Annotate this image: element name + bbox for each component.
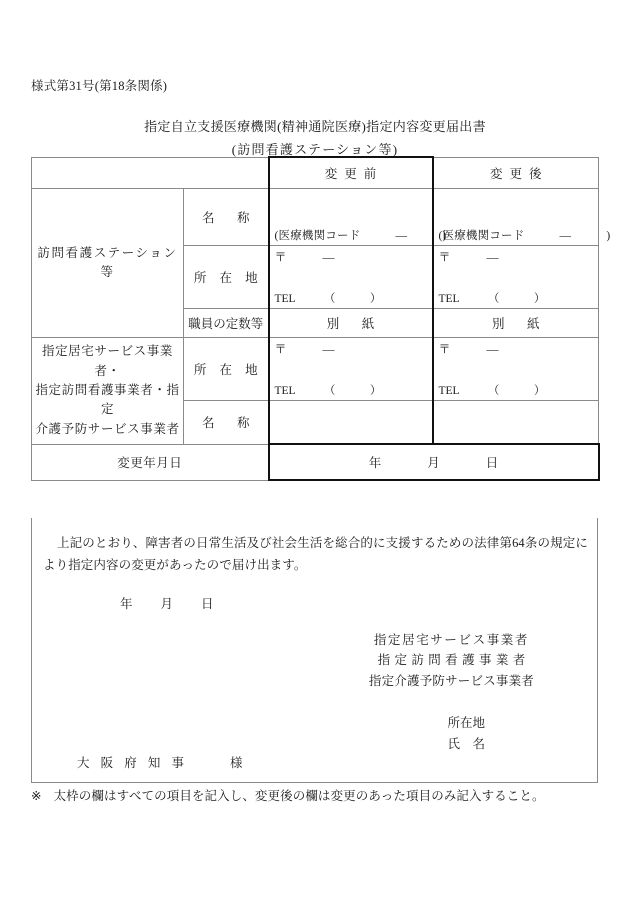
addressee-governor: 大 阪 府 知 事 [77, 756, 189, 770]
declaration-date-year: 年 [120, 597, 133, 611]
cell-address-before[interactable] [269, 246, 433, 309]
row-label-address-1: 所 在 地 [184, 246, 269, 309]
header-blank-cell [32, 157, 269, 189]
signer-name-label: 氏 名 [447, 737, 485, 752]
group-label-line-3: 介護予防サービス事業者 [35, 421, 180, 436]
declaration-date-month: 月 [160, 597, 174, 611]
addressee-block [77, 753, 243, 771]
footnote [31, 786, 545, 804]
declaration-date-day: 日 [201, 597, 214, 611]
cell-name-before[interactable] [269, 189, 447, 246]
signer-line-home-service-provider: 指定居宅サービス事業者 [373, 633, 529, 647]
table-row [32, 338, 599, 401]
cell-provider-name-after[interactable] [433, 401, 599, 445]
cell-change-date[interactable] [269, 444, 599, 480]
title-block [0, 116, 630, 158]
cell-address-after[interactable] [433, 246, 599, 309]
declaration-date[interactable] [120, 594, 214, 612]
tel-before: TEL （ ） [274, 293, 382, 305]
footnote-mark: ※ [31, 789, 42, 803]
signer-line-preventive-care-provider: 指定介護予防サービス事業者 [368, 673, 534, 688]
header-before-change: 変更前 [269, 157, 433, 189]
cell-staff-quota-before[interactable]: 別 紙 [269, 309, 433, 338]
group-label-line-1: 指定居宅サービス事業者・ [41, 344, 173, 378]
row-label-staff-quota: 職員の定数等 [184, 309, 269, 338]
cell-provider-name-before[interactable] [269, 401, 433, 445]
change-date-month: 月 [427, 456, 440, 470]
group-label-designated-providers [32, 338, 184, 445]
page-subtitle: (訪問看護ステーション等) [231, 142, 399, 157]
postal-code-before: 〒 — [274, 250, 335, 264]
row-label-address-2: 所 在 地 [184, 338, 269, 401]
footnote-text: 太枠の欄はすべての項目を記入し、変更後の欄は変更のあった項目のみ記入すること。 [53, 789, 545, 803]
table-header-row [32, 157, 599, 189]
cell-name-after[interactable] [433, 189, 611, 246]
row-label-change-date: 変更年月日 [32, 444, 269, 480]
postal-code-after: 〒 — [438, 250, 499, 264]
cell-staff-quota-after[interactable]: 別 紙 [433, 309, 599, 338]
provider-postal-code-after: 〒 — [438, 342, 499, 356]
cell-provider-address-before[interactable] [269, 338, 433, 401]
signer-block [369, 630, 534, 691]
cell-provider-address-after[interactable] [433, 338, 599, 401]
signer-address-name-block [447, 713, 485, 756]
header-after-change: 変更後 [433, 157, 599, 189]
page-title: 指定自立支援医療機関(精神通院医療)指定内容変更届出書 [144, 119, 486, 134]
provider-tel-before: TEL （ ） [274, 385, 382, 397]
change-date-day: 日 [485, 456, 499, 470]
table-row [32, 189, 599, 246]
provider-tel-after: TEL （ ） [438, 385, 546, 397]
row-label-name-2: 名 称 [184, 401, 269, 445]
addressee-honorific: 様 [230, 756, 243, 770]
provider-postal-code-before: 〒 — [274, 342, 335, 356]
medical-institution-code-after: (医療機関コード — ) [438, 230, 611, 242]
group-label-visiting-nursing-station: 訪問看護ステーション等 [32, 189, 184, 338]
change-date-row [32, 444, 599, 480]
medical-institution-code-before: (医療機関コード — ) [274, 230, 447, 242]
tel-after: TEL （ ） [438, 293, 546, 305]
row-label-name-1: 名 称 [184, 189, 269, 246]
declaration-box [31, 518, 598, 783]
signer-address-label: 所在地 [447, 716, 485, 730]
form-code: 様式第31号(第18条関係) [31, 79, 168, 93]
change-date-year: 年 [368, 456, 382, 470]
declaration-text: 上記のとおり、障害者の日常生活及び社会生活を総合的に支援するための法律第64条の規定により指定内容の変更があったので届け出ます。 [43, 536, 588, 572]
group-label-line-2: 指定訪問看護事業者・指定 [35, 383, 180, 417]
change-notification-table [31, 156, 611, 481]
signer-line-visiting-nursing-provider: 指定訪問看護事業者 [377, 653, 530, 668]
